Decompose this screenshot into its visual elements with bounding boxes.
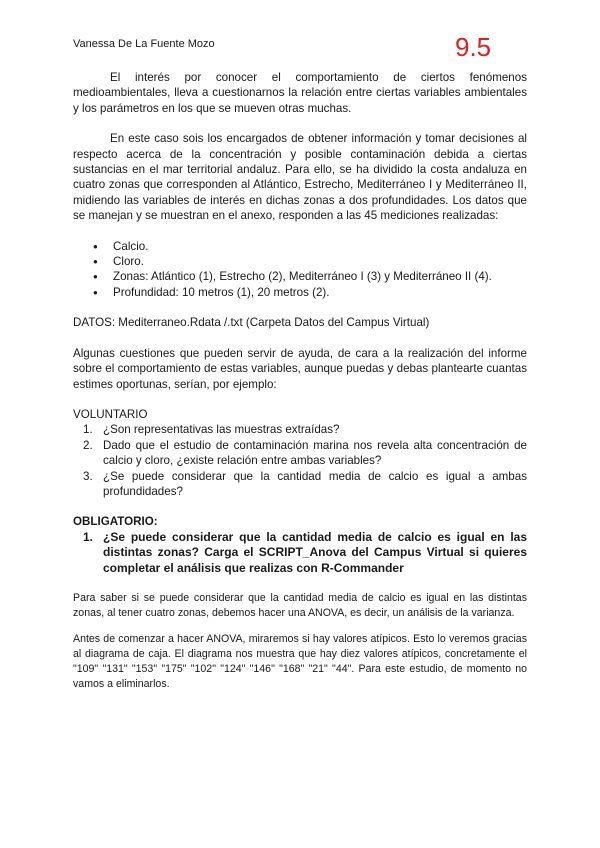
- item-text: ¿Son representativas las muestras extraídas?: [103, 423, 340, 437]
- question-text: ¿Se puede considerar que la cantidad media de calcio es igual en las distintas zonas? Carga el SCRIPT_Anova del Campus Virtual si quieres completar el análisis que realizas con R-Commander: [103, 529, 527, 575]
- author-name: Vanessa De La Fuente Mozo: [73, 38, 215, 50]
- grade-mark: 9.5: [455, 32, 492, 62]
- item-text: Dado que el estudio de contaminación marina nos revela alta concentración de calcio y cloro, ¿existe relación entre ambas variables?: [103, 438, 527, 468]
- item-number: 1.: [83, 529, 94, 544]
- list-item: ● Calcio.: [103, 239, 527, 254]
- list-item: [73, 438, 527, 469]
- voluntario-list: [73, 422, 527, 499]
- intro-paragraph-2: En este caso sois los encargados de obtener información y tomar decisiones al respecto acerca de la concentración y posible contaminación debida a ciertas sustancias en el mar territorial andaluz. Para ello, se ha dividido la costa andaluza en cuatro zonas que corresponden al Atlántico, Estrecho, Mediterráneo I y Mediterráneo II, midiendo las variables de interés en dichas zonas a dos profundidades. Los datos que se manejan y se muestran en el anexo, responden a las 45 mediciones realizadas:: [73, 132, 527, 223]
- item-text: ¿Se puede considerar que la cantidad media de calcio es igual a ambas profundidades?: [103, 469, 527, 498]
- list-item: [73, 422, 527, 437]
- datos-line: DATOS: Mediterraneo.Rdata /.txt (Carpeta Datos del Campus Virtual): [73, 316, 430, 330]
- cuestiones-paragraph: Algunas cuestiones que pueden servir de ayuda, de cara a la realización del informe sobre el comportamiento de estas variables, aunque puedas y debas plantearte cuantas estimes oportunas, serían, por ejemplo:: [73, 346, 527, 391]
- voluntario-heading: VOLUNTARIO: [73, 407, 148, 421]
- obligatorio-question: [73, 530, 527, 576]
- item-number: 3.: [83, 469, 93, 483]
- document-body: [73, 70, 527, 692]
- list-item: ● Cloro.: [103, 254, 527, 269]
- variables-list: [73, 239, 527, 301]
- intro-paragraph-1: El interés por conocer el comportamiento de ciertos fenómenos medioambientales, lleva a cuestionarnos la relación entre ciertas variables ambientales y los parámetros en los que se mueven otras muchas.: [73, 71, 527, 115]
- list-item: [73, 469, 527, 500]
- answer-paragraph-2: Antes de comenzar a hacer ANOVA, miraremos si hay valores atípicos. Esto lo veremos gracias al diagrama de caja. El diagrama nos muestra que hay diez valores atípicos, concretamente el "109" "131" "153" "175" "102" "124" "146" "168" "21" "44". Para este estudio, de momento no vamos a eliminarlos.: [73, 632, 527, 690]
- list-item: ● Zonas: Atlántico (1), Estrecho (2), Mediterráneo I (3) y Mediterráneo II (4).: [103, 269, 527, 284]
- item-number: 1.: [83, 423, 93, 437]
- item-number: 2.: [83, 438, 93, 452]
- list-item: ● Profundidad: 10 metros (1), 20 metros (2).: [103, 285, 527, 300]
- obligatorio-heading: OBLIGATORIO:: [73, 515, 158, 529]
- answer-paragraph-1: Para saber si se puede considerar que la cantidad media de calcio es igual en las distintas zonas, al tener cuatro zonas, debemos hacer una ANOVA, es decir, un análisis de la varianza.: [73, 591, 527, 619]
